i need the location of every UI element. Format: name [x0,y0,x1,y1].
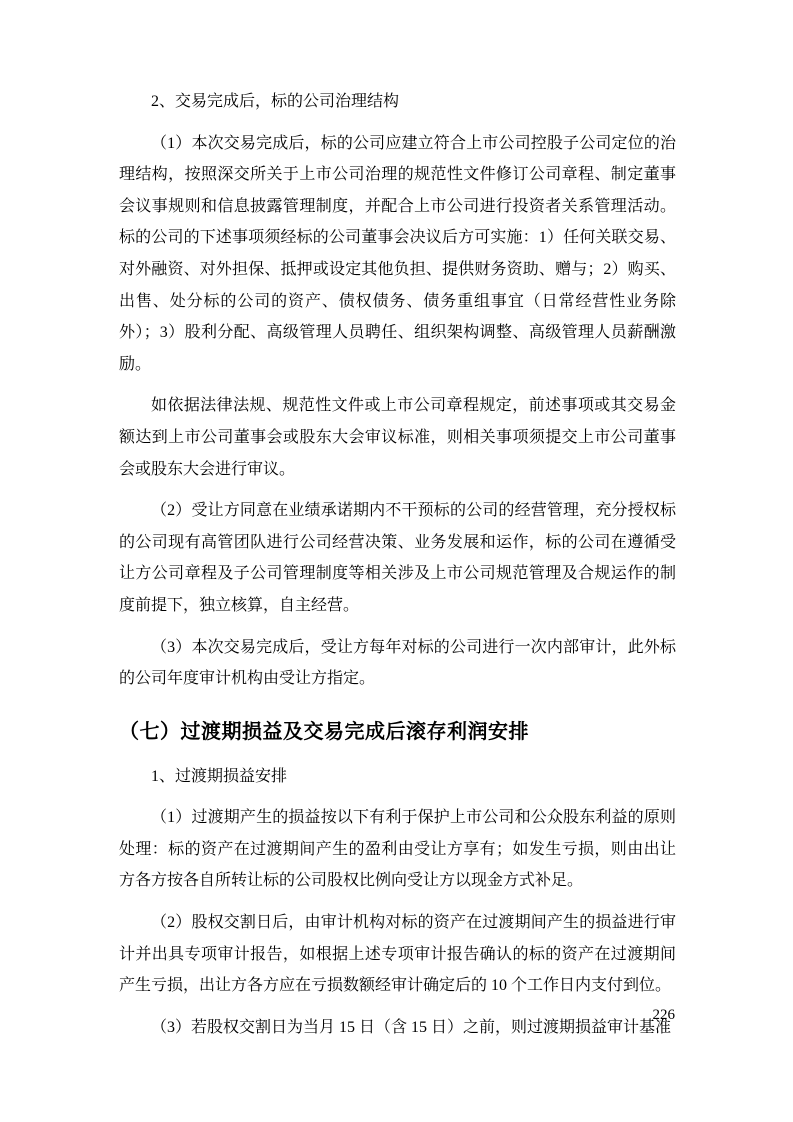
page-number: 226 [652,1007,675,1023]
numbered-item-governance: 2、交易完成后，标的公司治理结构 [151,93,400,110]
body-paragraph: （1）过渡期产生的损益按以下有利于保护上市公司和公众股东利益的原则处理：标的资产在过渡期间产生的盈利由受让方享有；如发生亏损，则由出让方各方按各自所转让标的公司股权比例向受让方以现金方式补足。 [119,809,676,890]
body-paragraph: （1）本次交易完成后，标的公司应建立符合上市公司控股子公司定位的治理结构，按照深交所关于上市公司治理的规范性文件修订公司章程、制定董事会议事规则和信息披露管理制度，并配合上市公司进行投资者关系管理活动。标的公司的下述事项须经标的公司董事会决议后方可实施：1）任何关联交易、对外融资、对外担保、抵押或设定其他负担、提供财务资助、赠与；2）购买、出售、处分标的公司的资产、债权债务、债务重组事宜（日常经营性业务除外）；3）股利分配、高级管理人员聘任、组织架构调整、高级管理人员薪酬激励。 [119,134,676,373]
body-paragraph: （3）本次交易完成后，受让方每年对标的公司进行一次内部审计，此外标的公司年度审计机构由受让方指定。 [119,638,676,688]
body-paragraph: 如依据法律法规、规范性文件或上市公司章程规定，前述事项或其交易金额达到上市公司董事会或股东大会审议标准，则相关事项须提交上市公司董事会或股东大会进行审议。 [119,397,676,478]
body-paragraph: （2）股权交割日后，由审计机构对标的资产在过渡期间产生的损益进行审计并出具专项审计报告，如根据上述专项审计报告确认的标的资产在过渡期间产生亏损，出让方各方应在亏损数额经审计确定后的 10 个工作日内支付到位。 [119,914,676,995]
section-heading-transition-period: （七）过渡期损益及交易完成后滚存利润安排 [119,720,529,743]
body-paragraph: （3）若股权交割日为当月 15 日（含 15 日）之前，则过渡期损益审计基准 [151,1018,672,1036]
body-paragraph: （2）受让方同意在业绩承诺期内不干预标的公司的经营管理，充分授权标的公司现有高管团队进行公司经营决策、业务发展和运作，标的公司在遵循受让方公司章程及子公司管理制度等相关涉及上市公司规范管理及合规运作的制度前提下，独立核算，自主经营。 [119,502,676,614]
numbered-item-transition-loss: 1、过渡期损益安排 [151,767,288,785]
